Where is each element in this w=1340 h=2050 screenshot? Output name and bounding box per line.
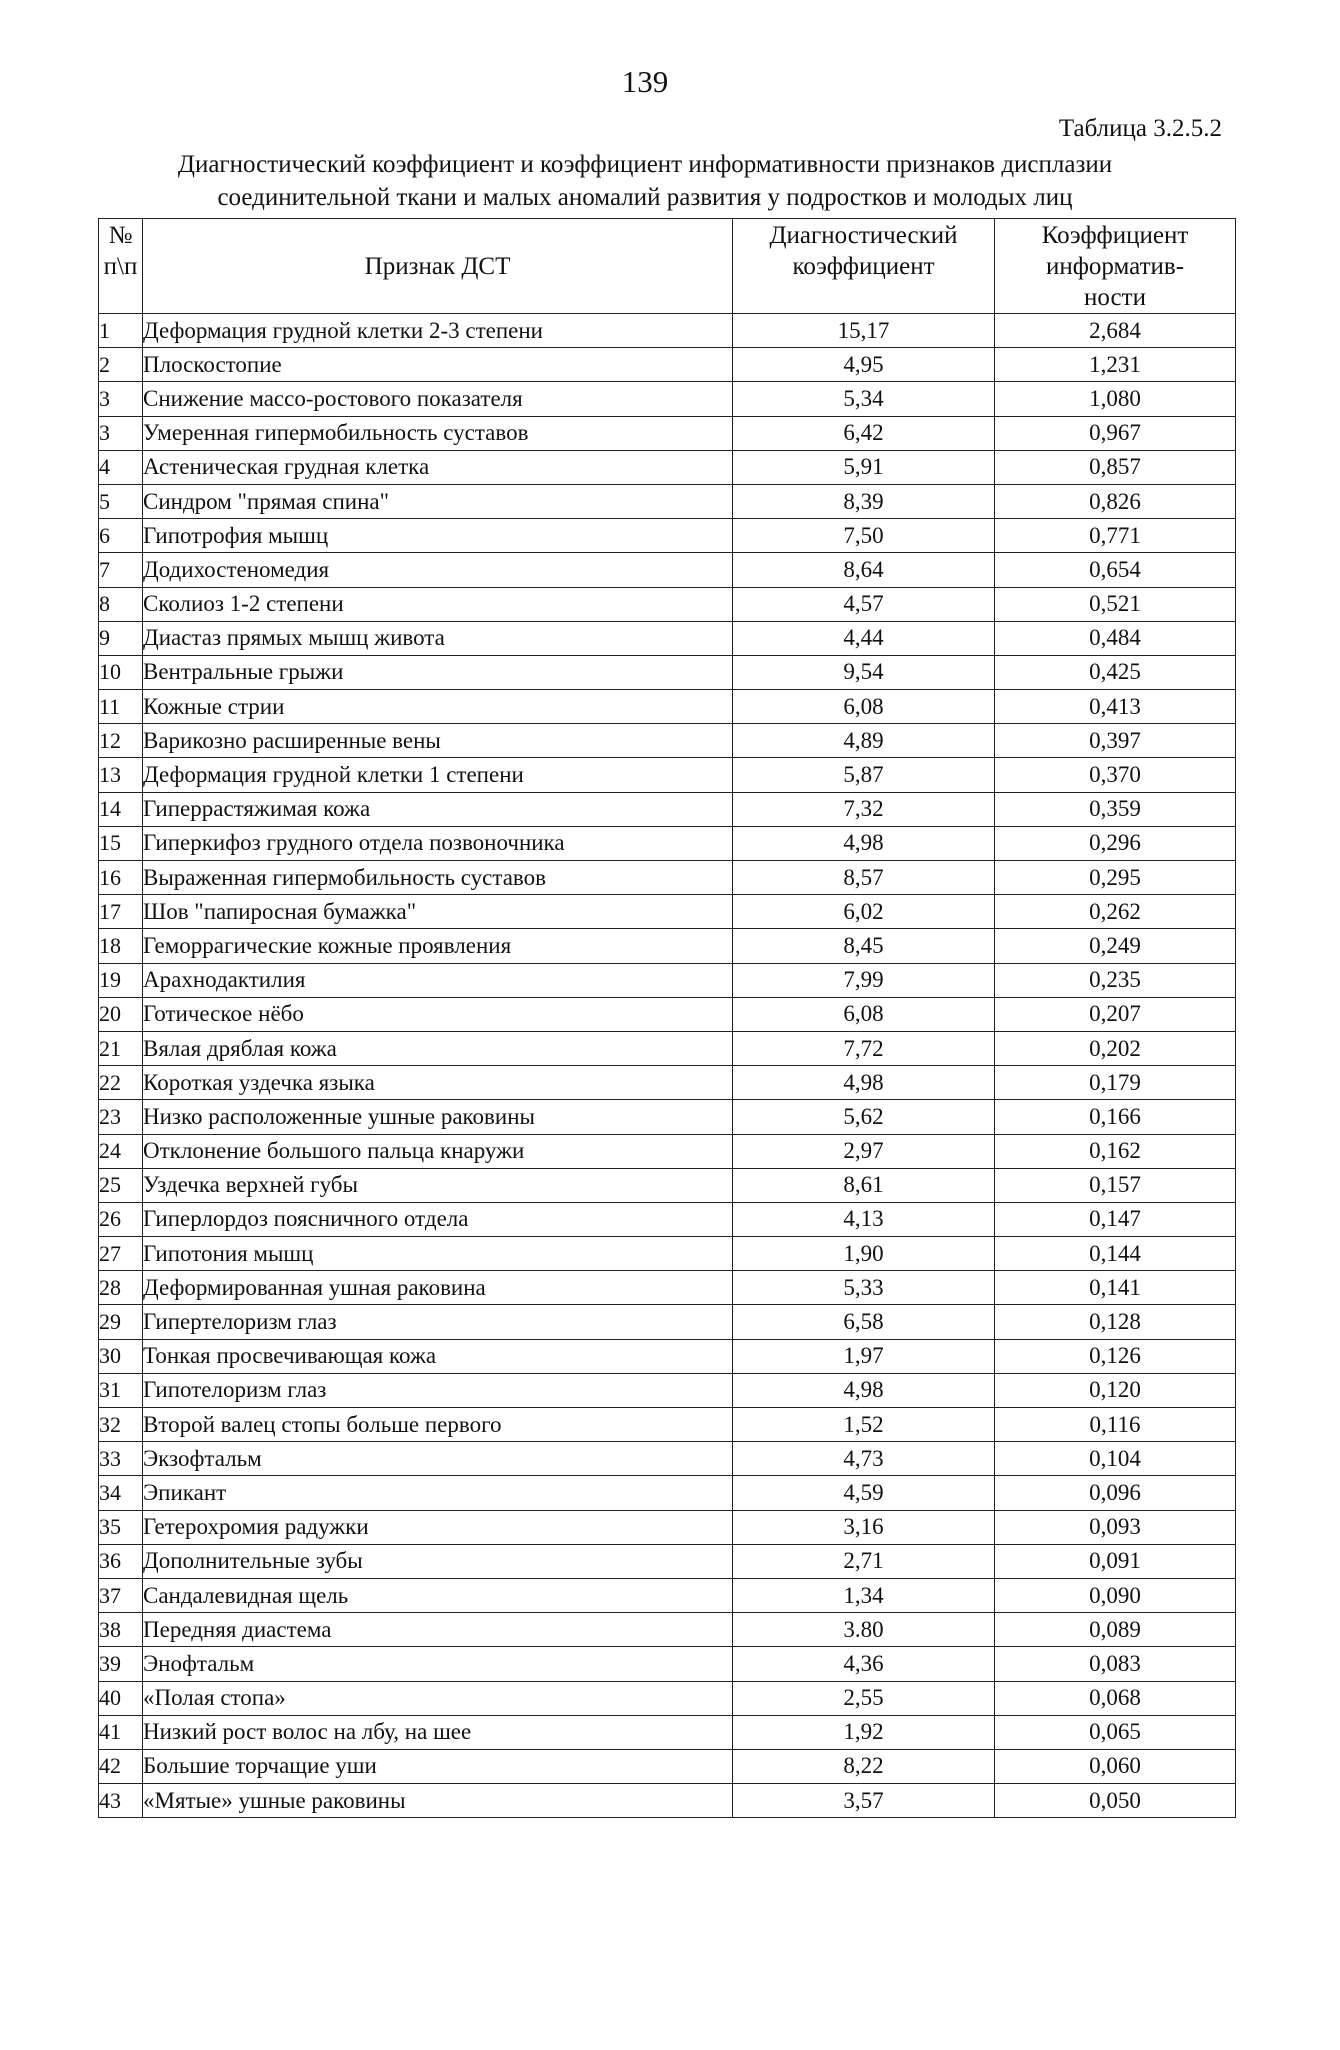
row-sign: Шов "папиросная бумажка" xyxy=(143,895,733,929)
row-number: 3 xyxy=(99,382,143,416)
row-information-coefficient: 1,080 xyxy=(995,382,1236,416)
row-diagnostic-coefficient: 8,22 xyxy=(733,1749,995,1783)
row-diagnostic-coefficient: 4,89 xyxy=(733,724,995,758)
row-diagnostic-coefficient: 5,91 xyxy=(733,450,995,484)
row-number: 18 xyxy=(99,929,143,963)
row-sign: Варикозно расширенные вены xyxy=(143,724,733,758)
row-diagnostic-coefficient: 5,62 xyxy=(733,1100,995,1134)
table-row xyxy=(99,1510,1236,1544)
table-row xyxy=(99,1578,1236,1612)
row-number: 43 xyxy=(99,1784,143,1818)
row-information-coefficient: 0,126 xyxy=(995,1339,1236,1373)
row-information-coefficient: 0,116 xyxy=(995,1408,1236,1442)
row-diagnostic-coefficient: 4,57 xyxy=(733,587,995,621)
table-row xyxy=(99,1271,1236,1305)
row-sign: Гипотелоризм глаз xyxy=(143,1373,733,1407)
row-sign: Умеренная гипермобильность суставов xyxy=(143,416,733,450)
row-diagnostic-coefficient: 1,90 xyxy=(733,1237,995,1271)
table-row xyxy=(99,1168,1236,1202)
row-diagnostic-coefficient: 2,97 xyxy=(733,1134,995,1168)
row-information-coefficient: 0,141 xyxy=(995,1271,1236,1305)
row-diagnostic-coefficient: 3,16 xyxy=(733,1510,995,1544)
row-diagnostic-coefficient: 6,02 xyxy=(733,895,995,929)
table-row xyxy=(99,1476,1236,1510)
row-information-coefficient: 0,157 xyxy=(995,1168,1236,1202)
row-number: 24 xyxy=(99,1134,143,1168)
table-row xyxy=(99,724,1236,758)
table-row xyxy=(99,519,1236,553)
table-row xyxy=(99,997,1236,1031)
row-diagnostic-coefficient: 4,59 xyxy=(733,1476,995,1510)
row-information-coefficient: 0,128 xyxy=(995,1305,1236,1339)
row-information-coefficient: 0,413 xyxy=(995,690,1236,724)
row-sign: Гиперкифоз грудного отдела позвоночника xyxy=(143,826,733,860)
header-num xyxy=(99,219,143,314)
row-sign: Кожные стрии xyxy=(143,690,733,724)
row-diagnostic-coefficient: 4,98 xyxy=(733,826,995,860)
row-diagnostic-coefficient: 1,92 xyxy=(733,1715,995,1749)
row-number: 41 xyxy=(99,1715,143,1749)
row-diagnostic-coefficient: 4,44 xyxy=(733,621,995,655)
row-information-coefficient: 0,090 xyxy=(995,1578,1236,1612)
row-sign: Деформация грудной клетки 2-3 степени xyxy=(143,314,733,348)
row-diagnostic-coefficient: 6,42 xyxy=(733,416,995,450)
row-information-coefficient: 0,096 xyxy=(995,1476,1236,1510)
table-row xyxy=(99,1544,1236,1578)
row-diagnostic-coefficient: 7,32 xyxy=(733,792,995,826)
row-diagnostic-coefficient: 2,55 xyxy=(733,1681,995,1715)
row-number: 6 xyxy=(99,519,143,553)
row-diagnostic-coefficient: 8,57 xyxy=(733,861,995,895)
row-information-coefficient: 0,484 xyxy=(995,621,1236,655)
row-information-coefficient: 0,262 xyxy=(995,895,1236,929)
row-diagnostic-coefficient: 8,61 xyxy=(733,1168,995,1202)
table-row xyxy=(99,1373,1236,1407)
row-sign: Низкий рост волос на лбу, на шее xyxy=(143,1715,733,1749)
row-diagnostic-coefficient: 3.80 xyxy=(733,1613,995,1647)
row-diagnostic-coefficient: 4,98 xyxy=(733,1066,995,1100)
row-number: 25 xyxy=(99,1168,143,1202)
table-row xyxy=(99,553,1236,587)
table-row xyxy=(99,1442,1236,1476)
row-diagnostic-coefficient: 15,17 xyxy=(733,314,995,348)
row-sign: Астеническая грудная клетка xyxy=(143,450,733,484)
row-information-coefficient: 1,231 xyxy=(995,348,1236,382)
header-diagnostic-coefficient xyxy=(733,219,995,314)
row-sign: Диастаз прямых мышц живота xyxy=(143,621,733,655)
row-diagnostic-coefficient: 5,33 xyxy=(733,1271,995,1305)
table-row xyxy=(99,314,1236,348)
row-number: 21 xyxy=(99,1031,143,1065)
table-row xyxy=(99,1613,1236,1647)
table-row xyxy=(99,1715,1236,1749)
row-number: 29 xyxy=(99,1305,143,1339)
header-dc-line-2: коэффициент xyxy=(792,252,935,280)
table-row xyxy=(99,1305,1236,1339)
header-dc-line-1: Диагностический xyxy=(769,221,958,249)
header-ic-line-1: Коэффициент xyxy=(1041,221,1189,249)
row-sign: Плоскостопие xyxy=(143,348,733,382)
row-diagnostic-coefficient: 8,45 xyxy=(733,929,995,963)
row-information-coefficient: 0,521 xyxy=(995,587,1236,621)
table-row xyxy=(99,758,1236,792)
row-number: 1 xyxy=(99,314,143,348)
table-row xyxy=(99,416,1236,450)
row-sign: Дополнительные зубы xyxy=(143,1544,733,1578)
caption-line-1: Диагностический коэффициент и коэффициент информативности признаков дисплазии xyxy=(177,151,1113,178)
table-row xyxy=(99,450,1236,484)
table-row xyxy=(99,1647,1236,1681)
table-row xyxy=(99,655,1236,689)
row-number: 4 xyxy=(99,450,143,484)
row-number: 27 xyxy=(99,1237,143,1271)
row-number: 23 xyxy=(99,1100,143,1134)
row-number: 17 xyxy=(99,895,143,929)
row-sign: Деформация грудной клетки 1 степени xyxy=(143,758,733,792)
row-sign: Снижение массо-ростового показателя xyxy=(143,382,733,416)
row-sign: Эпикант xyxy=(143,1476,733,1510)
row-number: 3 xyxy=(99,416,143,450)
page-number: 139 xyxy=(621,64,669,99)
row-sign: «Мятые» ушные раковины xyxy=(143,1784,733,1818)
table-row xyxy=(99,861,1236,895)
row-diagnostic-coefficient: 1,34 xyxy=(733,1578,995,1612)
row-diagnostic-coefficient: 7,72 xyxy=(733,1031,995,1065)
row-information-coefficient: 0,083 xyxy=(995,1647,1236,1681)
table-row xyxy=(99,895,1236,929)
row-number: 8 xyxy=(99,587,143,621)
row-information-coefficient: 0,654 xyxy=(995,553,1236,587)
row-diagnostic-coefficient: 3,57 xyxy=(733,1784,995,1818)
row-number: 37 xyxy=(99,1578,143,1612)
row-sign: Передняя диастема xyxy=(143,1613,733,1647)
row-information-coefficient: 0,089 xyxy=(995,1613,1236,1647)
row-number: 42 xyxy=(99,1749,143,1783)
row-diagnostic-coefficient: 5,87 xyxy=(733,758,995,792)
row-information-coefficient: 0,093 xyxy=(995,1510,1236,1544)
header-num-line-1: № xyxy=(108,221,133,249)
row-number: 28 xyxy=(99,1271,143,1305)
row-sign: Гиперлордоз поясничного отдела xyxy=(143,1202,733,1236)
row-information-coefficient: 0,179 xyxy=(995,1066,1236,1100)
row-information-coefficient: 0,166 xyxy=(995,1100,1236,1134)
table-row xyxy=(99,1784,1236,1818)
row-number: 33 xyxy=(99,1442,143,1476)
row-information-coefficient: 0,826 xyxy=(995,484,1236,518)
row-sign: Геморрагические кожные проявления xyxy=(143,929,733,963)
row-diagnostic-coefficient: 6,08 xyxy=(733,997,995,1031)
row-sign: Выраженная гипермобильность суставов xyxy=(143,861,733,895)
caption-line-2: соединительной ткани и малых аномалий развития у подростков и молодых лиц xyxy=(217,184,1073,211)
row-number: 9 xyxy=(99,621,143,655)
row-number: 35 xyxy=(99,1510,143,1544)
row-diagnostic-coefficient: 4,73 xyxy=(733,1442,995,1476)
row-information-coefficient: 0,104 xyxy=(995,1442,1236,1476)
row-diagnostic-coefficient: 7,50 xyxy=(733,519,995,553)
table-row xyxy=(99,348,1236,382)
row-number: 19 xyxy=(99,963,143,997)
row-sign: Гиперрастяжимая кожа xyxy=(143,792,733,826)
row-number: 2 xyxy=(99,348,143,382)
row-number: 22 xyxy=(99,1066,143,1100)
row-number: 38 xyxy=(99,1613,143,1647)
row-information-coefficient: 0,060 xyxy=(995,1749,1236,1783)
table-row xyxy=(99,1031,1236,1065)
header-row xyxy=(99,219,1236,314)
table-row xyxy=(99,1066,1236,1100)
row-number: 7 xyxy=(99,553,143,587)
row-information-coefficient: 0,091 xyxy=(995,1544,1236,1578)
row-sign: Отклонение большого пальца кнаружи xyxy=(143,1134,733,1168)
row-information-coefficient: 0,202 xyxy=(995,1031,1236,1065)
row-sign: Короткая уздечка языка xyxy=(143,1066,733,1100)
row-sign: Вентральные грыжи xyxy=(143,655,733,689)
row-sign: Гипотрофия мышц xyxy=(143,519,733,553)
row-sign: Низко расположенные ушные раковины xyxy=(143,1100,733,1134)
row-sign: Гипотония мышц xyxy=(143,1237,733,1271)
header-num-line-2: п\п xyxy=(103,252,138,280)
row-sign: Вялая дряблая кожа xyxy=(143,1031,733,1065)
row-sign: Арахнодактилия xyxy=(143,963,733,997)
row-sign: Гетерохромия радужки xyxy=(143,1510,733,1544)
row-number: 15 xyxy=(99,826,143,860)
row-sign: Экзофтальм xyxy=(143,1442,733,1476)
row-information-coefficient: 0,397 xyxy=(995,724,1236,758)
row-number: 5 xyxy=(99,484,143,518)
row-number: 36 xyxy=(99,1544,143,1578)
row-diagnostic-coefficient: 6,08 xyxy=(733,690,995,724)
row-number: 20 xyxy=(99,997,143,1031)
row-information-coefficient: 0,144 xyxy=(995,1237,1236,1271)
row-information-coefficient: 0,295 xyxy=(995,861,1236,895)
row-information-coefficient: 0,967 xyxy=(995,416,1236,450)
row-sign: Гипертелоризм глаз xyxy=(143,1305,733,1339)
table-row xyxy=(99,1681,1236,1715)
row-number: 34 xyxy=(99,1476,143,1510)
table-row xyxy=(99,929,1236,963)
row-diagnostic-coefficient: 4,95 xyxy=(733,348,995,382)
row-information-coefficient: 0,425 xyxy=(995,655,1236,689)
table-row xyxy=(99,621,1236,655)
row-information-coefficient: 0,359 xyxy=(995,792,1236,826)
table-caption xyxy=(100,148,1190,214)
row-information-coefficient: 0,771 xyxy=(995,519,1236,553)
table-row xyxy=(99,963,1236,997)
header-sign: Признак ДСТ xyxy=(143,219,733,314)
row-information-coefficient: 0,249 xyxy=(995,929,1236,963)
table-row xyxy=(99,382,1236,416)
header-ic-line-3: ности xyxy=(1084,283,1146,311)
row-number: 10 xyxy=(99,655,143,689)
table-row xyxy=(99,1339,1236,1373)
table-row xyxy=(99,1408,1236,1442)
header-ic-line-2: информатив- xyxy=(1045,252,1185,280)
row-number: 12 xyxy=(99,724,143,758)
row-diagnostic-coefficient: 7,99 xyxy=(733,963,995,997)
row-information-coefficient: 0,296 xyxy=(995,826,1236,860)
row-diagnostic-coefficient: 5,34 xyxy=(733,382,995,416)
row-information-coefficient: 0,235 xyxy=(995,963,1236,997)
row-number: 14 xyxy=(99,792,143,826)
table-row xyxy=(99,1237,1236,1271)
table-row xyxy=(99,1100,1236,1134)
table-row xyxy=(99,1749,1236,1783)
row-sign: Большие торчащие уши xyxy=(143,1749,733,1783)
row-diagnostic-coefficient: 2,71 xyxy=(733,1544,995,1578)
row-diagnostic-coefficient: 1,97 xyxy=(733,1339,995,1373)
row-diagnostic-coefficient: 8,64 xyxy=(733,553,995,587)
row-information-coefficient: 0,370 xyxy=(995,758,1236,792)
row-number: 13 xyxy=(99,758,143,792)
row-sign: Сандалевидная щель xyxy=(143,1578,733,1612)
table-row xyxy=(99,690,1236,724)
row-sign: Деформированная ушная раковина xyxy=(143,1271,733,1305)
row-information-coefficient: 0,050 xyxy=(995,1784,1236,1818)
row-diagnostic-coefficient: 4,36 xyxy=(733,1647,995,1681)
row-sign: Энофтальм xyxy=(143,1647,733,1681)
data-table xyxy=(98,218,1236,1818)
table-label: Таблица 3.2.5.2 xyxy=(1058,115,1222,142)
row-sign: Сколиоз 1-2 степени xyxy=(143,587,733,621)
row-diagnostic-coefficient: 8,39 xyxy=(733,484,995,518)
row-number: 16 xyxy=(99,861,143,895)
row-sign: Уздечка верхней губы xyxy=(143,1168,733,1202)
row-information-coefficient: 0,068 xyxy=(995,1681,1236,1715)
table-row xyxy=(99,484,1236,518)
row-number: 26 xyxy=(99,1202,143,1236)
table-row xyxy=(99,792,1236,826)
row-diagnostic-coefficient: 4,98 xyxy=(733,1373,995,1407)
row-number: 32 xyxy=(99,1408,143,1442)
table-row xyxy=(99,1202,1236,1236)
row-information-coefficient: 0,065 xyxy=(995,1715,1236,1749)
table-row xyxy=(99,587,1236,621)
row-information-coefficient: 0,857 xyxy=(995,450,1236,484)
row-sign: Тонкая просвечивающая кожа xyxy=(143,1339,733,1373)
row-sign: Синдром "прямая спина" xyxy=(143,484,733,518)
row-number: 31 xyxy=(99,1373,143,1407)
row-information-coefficient: 0,162 xyxy=(995,1134,1236,1168)
table-row xyxy=(99,1134,1236,1168)
row-diagnostic-coefficient: 1,52 xyxy=(733,1408,995,1442)
row-information-coefficient: 2,684 xyxy=(995,314,1236,348)
row-information-coefficient: 0,120 xyxy=(995,1373,1236,1407)
row-sign: «Полая стопа» xyxy=(143,1681,733,1715)
row-number: 39 xyxy=(99,1647,143,1681)
row-sign: Додихостеномедия xyxy=(143,553,733,587)
header-information-coefficient xyxy=(995,219,1236,314)
row-information-coefficient: 0,207 xyxy=(995,997,1236,1031)
row-diagnostic-coefficient: 9,54 xyxy=(733,655,995,689)
row-sign: Второй валец стопы больше первого xyxy=(143,1408,733,1442)
table-row xyxy=(99,826,1236,860)
row-diagnostic-coefficient: 4,13 xyxy=(733,1202,995,1236)
row-number: 30 xyxy=(99,1339,143,1373)
row-information-coefficient: 0,147 xyxy=(995,1202,1236,1236)
row-sign: Готическое нёбо xyxy=(143,997,733,1031)
row-diagnostic-coefficient: 6,58 xyxy=(733,1305,995,1339)
row-number: 11 xyxy=(99,690,143,724)
row-number: 40 xyxy=(99,1681,143,1715)
